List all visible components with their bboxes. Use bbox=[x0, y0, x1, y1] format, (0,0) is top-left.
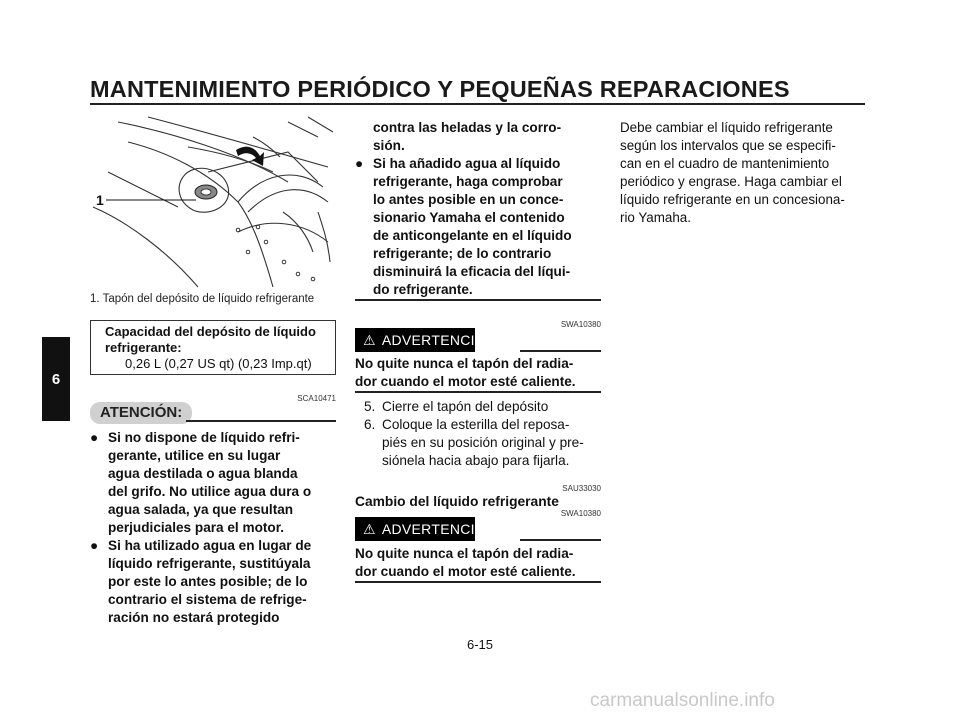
caution-label: ATENCIÓN: bbox=[90, 402, 192, 424]
section-heading: Cambio del líquido refrigerante bbox=[355, 494, 559, 509]
site-watermark: carmanualsonline.info bbox=[590, 690, 775, 711]
bullet-line: lo antes posible en un conce- bbox=[373, 192, 564, 207]
caution-bullet-1 bbox=[90, 429, 336, 537]
chapter-tab bbox=[42, 337, 70, 421]
section-code: SAU33030 bbox=[562, 484, 601, 493]
figure-caption: 1. Tapón del depósito de líquido refrigerante bbox=[90, 293, 315, 305]
warning1-rule bbox=[520, 350, 601, 352]
warning2-code: SWA10380 bbox=[560, 509, 601, 518]
step-line: Coloque la esterilla del reposa- bbox=[382, 417, 570, 432]
bullet-line: gerante, utilice en su lugar bbox=[108, 448, 281, 463]
callout-number: 1 bbox=[96, 192, 104, 208]
paragraph-line: can en el cuadro de mantenimiento bbox=[620, 156, 830, 171]
bullet-line: Si no dispone de líquido refri- bbox=[108, 430, 300, 445]
bullet-line: do refrigerante. bbox=[373, 282, 473, 297]
bullet-line: refrigerante; de lo contrario bbox=[373, 246, 552, 261]
paragraph-line: rio Yamaha. bbox=[620, 210, 691, 225]
warning-line: No quite nunca el tapón del radia- bbox=[355, 356, 574, 371]
step-line: piés en su posición original y pre- bbox=[382, 435, 584, 450]
caution-code: SCA10471 bbox=[297, 394, 336, 403]
step-number: 6. bbox=[364, 417, 376, 432]
caution-bullet-2-continued bbox=[355, 119, 601, 155]
warning2-rule bbox=[520, 539, 601, 541]
bullet-line: Si ha añadido agua al líquido bbox=[373, 156, 561, 171]
warning-triangle-icon: ⚠ bbox=[363, 520, 376, 537]
bullet-line: de anticongelante en el líquido bbox=[373, 228, 572, 243]
step-line: siónela hacia abajo para fijarla. bbox=[382, 453, 570, 468]
bullet-line: agua salada, ya que resultan bbox=[108, 502, 294, 517]
procedure-steps bbox=[355, 398, 605, 470]
warning1-end-rule bbox=[355, 391, 601, 393]
paragraph-line: Debe cambiar el líquido refrigerante bbox=[620, 120, 833, 135]
capacity-spec-box bbox=[90, 320, 336, 375]
coolant-reservoir-illustration bbox=[88, 112, 336, 290]
bullet-line: agua destilada o agua blanda bbox=[108, 466, 298, 481]
caution-rule bbox=[186, 420, 336, 422]
warning1-code: SWA10380 bbox=[560, 320, 601, 329]
caution-bullets bbox=[90, 429, 336, 627]
bullet-line: contrario el sistema de refrige- bbox=[108, 592, 307, 607]
page-title: MANTENIMIENTO PERIÓDICO Y PEQUEÑAS REPARACIONES bbox=[90, 76, 790, 102]
paragraph-line: líquido refrigerante en un concesiona- bbox=[620, 192, 845, 207]
bullet-line: sionario Yamaha el contenido bbox=[373, 210, 565, 225]
caution-bullet-2 bbox=[90, 537, 336, 627]
warning2-label-text: ADVERTENCIA bbox=[381, 521, 485, 537]
chapter-number: 6 bbox=[51, 370, 61, 388]
bullet-line: contra las heladas y la corro- bbox=[373, 120, 562, 135]
bullet-line: líquido refrigerante, sustitúyala bbox=[108, 556, 311, 571]
bullet-line: sión. bbox=[373, 138, 405, 153]
bullet-line: por este lo antes posible; de lo bbox=[108, 574, 308, 589]
warning2-text bbox=[355, 545, 605, 581]
bullet-line: del grifo. No utilice agua dura o bbox=[108, 484, 312, 499]
bullet-line: perjudiciales para el motor. bbox=[108, 520, 285, 535]
warning-line: dor cuando el motor esté caliente. bbox=[355, 374, 576, 389]
page-number: 6-15 bbox=[466, 637, 494, 652]
paragraph-line: según los intervalos que se especifi- bbox=[620, 138, 836, 153]
right-column-paragraph bbox=[620, 119, 868, 227]
bullet-dot: ● bbox=[90, 538, 99, 553]
spec-value: 0,26 L (0,27 US qt) (0,23 Imp.qt) bbox=[125, 356, 312, 371]
warning1-label bbox=[355, 328, 485, 352]
warning2-end-rule bbox=[355, 581, 601, 583]
warning-line: No quite nunca el tapón del radia- bbox=[355, 546, 574, 561]
caution-end-rule bbox=[355, 299, 601, 301]
bullet-line: refrigerante, haga comprobar bbox=[373, 174, 563, 189]
warning2-label bbox=[355, 517, 485, 541]
step-number: 5. bbox=[364, 399, 376, 414]
spec-label-line1: Capacidad del depósito de líquido bbox=[105, 324, 316, 339]
bullet-line: Si ha utilizado agua en lugar de bbox=[108, 538, 312, 553]
step-line: Cierre el tapón del depósito bbox=[382, 399, 549, 414]
step-6 bbox=[355, 416, 605, 470]
bullet-line: ración no estará protegido bbox=[108, 610, 280, 625]
paragraph-line: periódico y engrase. Haga cambiar el bbox=[620, 174, 842, 189]
bullet-dot: ● bbox=[355, 156, 364, 171]
warning-line: dor cuando el motor esté caliente. bbox=[355, 564, 576, 579]
header-divider bbox=[90, 103, 865, 105]
warning-triangle-icon: ⚠ bbox=[363, 331, 376, 348]
warning1-label-text: ADVERTENCIA bbox=[381, 332, 485, 348]
bullet-dot: ● bbox=[90, 430, 99, 445]
spec-label-line2: refrigerante: bbox=[105, 340, 182, 355]
step-5 bbox=[355, 398, 605, 416]
bullet-line: disminuirá la eficacia del líqui- bbox=[373, 264, 571, 279]
caution-continuation bbox=[355, 119, 601, 299]
warning1-text bbox=[355, 355, 605, 391]
caution-bullet-3 bbox=[355, 155, 601, 299]
